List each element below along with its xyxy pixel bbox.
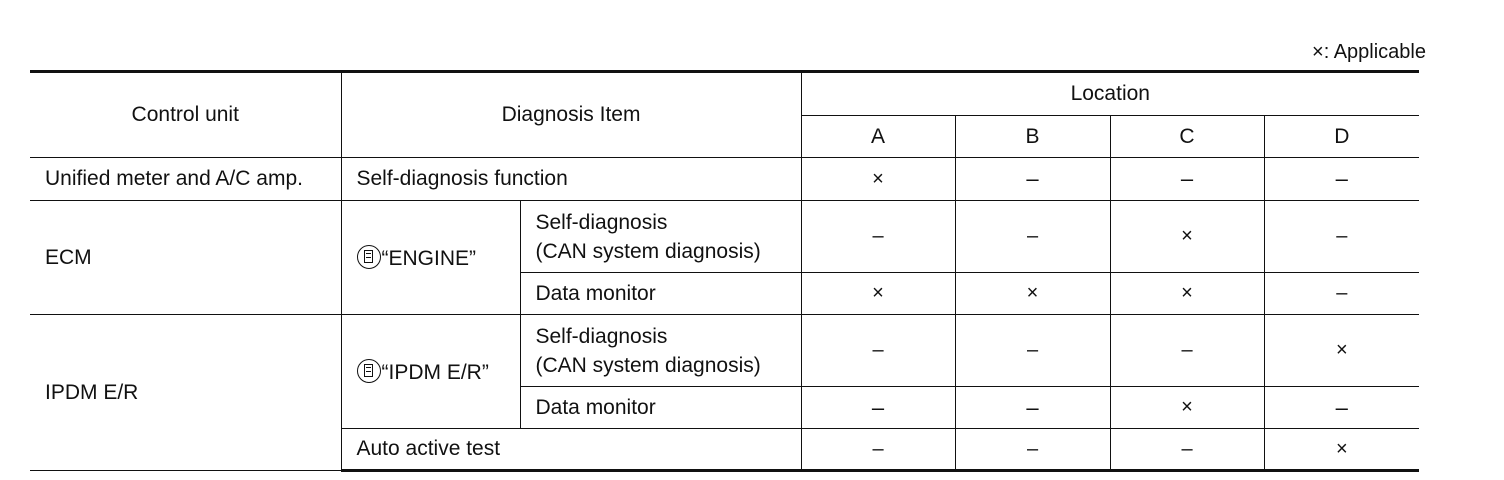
ipdm-sd-location-d: × xyxy=(1264,315,1419,387)
row-meter xyxy=(30,158,1419,201)
ecm-dm-location-b: × xyxy=(955,273,1110,315)
ecm-dm-location-d: – xyxy=(1264,273,1419,315)
diagnosis-location-table xyxy=(30,70,1419,472)
meter-location-a: × xyxy=(801,158,955,201)
ecm-dm-location-c: × xyxy=(1110,273,1264,315)
ipdm-sd-location-a: – xyxy=(801,315,955,387)
ipdm-auto-active-test: Auto active test xyxy=(341,429,801,471)
header-location-d: D xyxy=(1264,116,1419,158)
applicable-legend-text: : Applicable xyxy=(1323,41,1426,63)
ecm-consult-group xyxy=(341,201,520,315)
ipdm-sd-location-b: – xyxy=(955,315,1110,387)
ecm-self-diagnosis-line1: Self-diagnosis xyxy=(535,210,668,234)
ipdm-consult-group xyxy=(341,315,520,429)
ipdm-dm-location-b: – xyxy=(955,387,1110,429)
consult-tool-icon xyxy=(357,245,381,269)
ecm-sd-location-a: – xyxy=(801,201,955,273)
header-diagnosis-item: Diagnosis Item xyxy=(341,72,801,158)
ecm-sd-location-c: × xyxy=(1110,201,1264,273)
ipdm-dm-location-d: – xyxy=(1264,387,1419,429)
row-ipdm-self-diagnosis xyxy=(30,315,1419,387)
header-location-a: A xyxy=(801,116,955,158)
applicable-symbol: × xyxy=(1312,41,1324,63)
ipdm-data-monitor: Data monitor xyxy=(520,387,801,429)
ipdm-aat-location-b: – xyxy=(955,429,1110,471)
meter-location-d: – xyxy=(1264,158,1419,201)
ecm-sd-location-b: – xyxy=(955,201,1110,273)
ipdm-group-label: “IPDM E/R” xyxy=(381,360,489,384)
ecm-self-diagnosis-line2: (CAN system diagnosis) xyxy=(535,239,761,263)
consult-tool-icon xyxy=(357,359,381,383)
ecm-sd-location-d: – xyxy=(1264,201,1419,273)
control-unit-ecm: ECM xyxy=(30,201,341,315)
meter-location-c: – xyxy=(1110,158,1264,201)
ecm-data-monitor: Data monitor xyxy=(520,273,801,315)
applicable-legend xyxy=(1312,40,1426,64)
ecm-self-diagnosis xyxy=(520,201,801,273)
header-location-c: C xyxy=(1110,116,1264,158)
ipdm-self-diagnosis xyxy=(520,315,801,387)
ipdm-dm-location-a: – xyxy=(801,387,955,429)
row-ecm-self-diagnosis xyxy=(30,201,1419,273)
control-unit-meter: Unified meter and A/C amp. xyxy=(30,158,341,201)
ipdm-dm-location-c: × xyxy=(1110,387,1264,429)
ecm-group-label: “ENGINE” xyxy=(381,246,476,270)
header-location-b: B xyxy=(955,116,1110,158)
header-control-unit: Control unit xyxy=(30,72,341,158)
ipdm-aat-location-d: × xyxy=(1264,429,1419,471)
header-location: Location xyxy=(801,72,1419,116)
diagnosis-item-meter: Self-diagnosis function xyxy=(341,158,801,201)
ecm-dm-location-a: × xyxy=(801,273,955,315)
ipdm-sd-location-c: – xyxy=(1110,315,1264,387)
ipdm-aat-location-c: – xyxy=(1110,429,1264,471)
meter-location-b: – xyxy=(955,158,1110,201)
ipdm-aat-location-a: – xyxy=(801,429,955,471)
ipdm-self-diagnosis-line1: Self-diagnosis xyxy=(535,324,668,348)
control-unit-ipdm: IPDM E/R xyxy=(30,315,341,471)
ipdm-self-diagnosis-line2: (CAN system diagnosis) xyxy=(535,353,761,377)
header-row-1 xyxy=(30,72,1419,116)
